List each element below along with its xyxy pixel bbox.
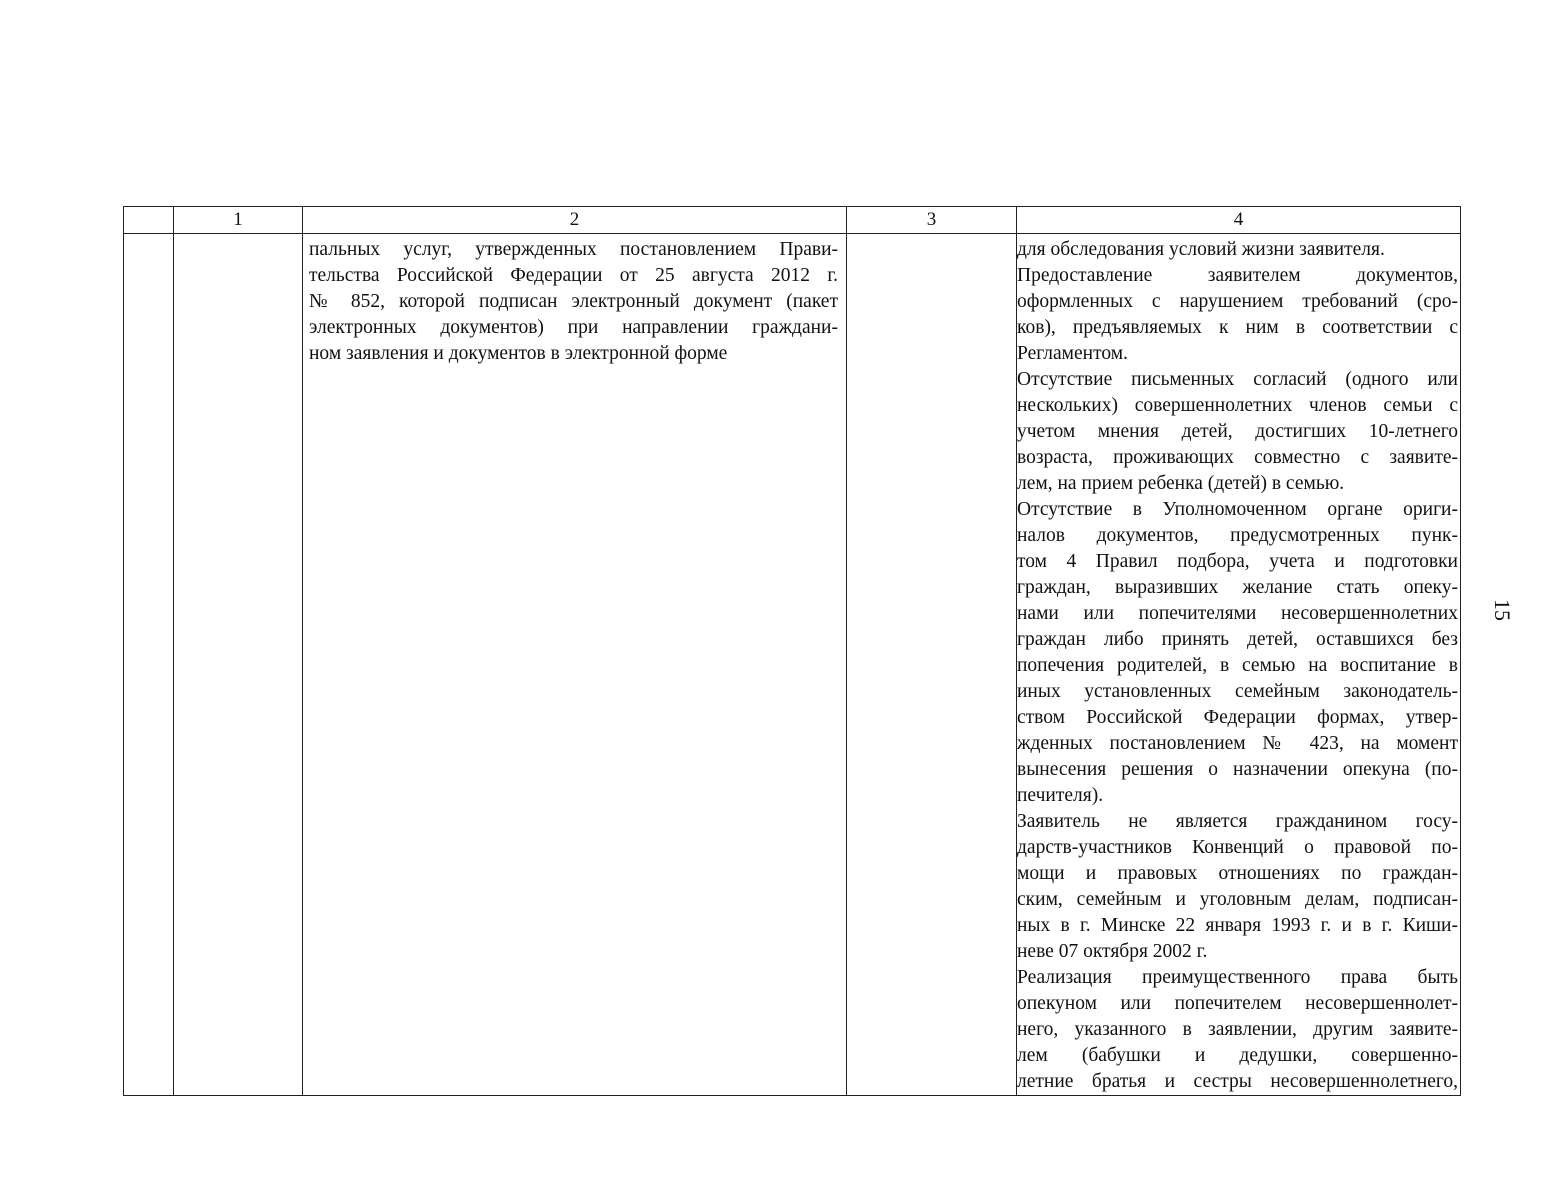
text-line: Реализация преимущественного права быть <box>1017 967 1458 988</box>
text-line: мощи и правовых отношениях по граждан- <box>1017 863 1458 884</box>
text-line: иных установленных семейным законодатель- <box>1017 681 1458 702</box>
text-line: ков), предъявляемых к ним в соответствии с <box>1017 317 1458 338</box>
text-line: лем (бабушки и дедушки, совершенно- <box>1017 1045 1458 1066</box>
text-line: № 852, которой подписан электронный документ (пакет <box>309 291 838 312</box>
page-number: 15 <box>1490 599 1515 621</box>
text-line: нескольких) совершеннолетних членов семьи с <box>1017 395 1458 416</box>
text-line: летние братья и сестры несовершеннолетнего, <box>1017 1071 1458 1092</box>
text-line: вынесения решения о назначении опекуна (по- <box>1017 759 1458 780</box>
text-line: граждан, выразивших желание стать опеку- <box>1017 577 1458 598</box>
text-line: ством Российской Федерации формах, утвер- <box>1017 707 1458 728</box>
header-cell-0 <box>124 207 174 234</box>
header-cell-4: 4 <box>1017 207 1461 234</box>
cell-col-2 <box>303 234 847 1096</box>
text-line: учетом мнения детей, достигших 10-летнего <box>1017 421 1458 442</box>
cell-col-1 <box>174 234 303 1096</box>
text-line: возраста, проживающих совместно с заявите- <box>1017 447 1458 468</box>
text-line: налов документов, предусмотренных пунк- <box>1017 525 1458 546</box>
text-line: граждан либо принять детей, оставшихся без <box>1017 629 1458 650</box>
header-row <box>124 207 1461 234</box>
text-line: дарств-участников Конвенций о правовой по- <box>1017 837 1458 858</box>
text-line: Заявитель не является гражданином госу- <box>1017 811 1458 832</box>
text-line: ном заявления и документов в электронной форме <box>309 343 728 364</box>
text-line: Предоставление заявителем документов, <box>1017 265 1458 286</box>
cell-col-0 <box>124 234 174 1096</box>
text-line: оформленных с нарушением требований (сро- <box>1017 291 1458 312</box>
text-line: пальных услуг, утвержденных постановлением Прави- <box>309 239 838 260</box>
header-cell-1: 1 <box>174 207 303 234</box>
col4-text <box>1017 234 1460 1095</box>
text-line: Регламентом. <box>1017 343 1128 364</box>
text-line: жденных постановлением № 423, на момент <box>1017 733 1458 754</box>
text-line: опекуном или попечителем несовершеннолет- <box>1017 993 1458 1014</box>
text-line: том 4 Правил подбора, учета и подготовки <box>1017 551 1458 572</box>
text-line: ных в г. Минске 22 января 1993 г. и в г. Киши- <box>1017 915 1458 936</box>
cell-col-4 <box>1017 234 1461 1096</box>
text-line: лем, на прием ребенка (детей) в семью. <box>1017 473 1345 494</box>
text-line: электронных документов) при направлении граждани- <box>309 317 838 338</box>
text-line: Отсутствие письменных согласий (одного или <box>1017 369 1458 390</box>
document-table <box>123 206 1461 1096</box>
text-line: Отсутствие в Уполномоченном органе ориги- <box>1017 499 1458 520</box>
cell-col-3 <box>847 234 1017 1096</box>
text-line: для обследования условий жизни заявителя. <box>1017 239 1385 260</box>
text-line: неве 07 октября 2002 г. <box>1017 941 1208 962</box>
table-row <box>124 234 1461 1096</box>
header-cell-3: 3 <box>847 207 1017 234</box>
col2-text <box>303 234 846 367</box>
text-line: попечения родителей, в семью на воспитание в <box>1017 655 1458 676</box>
text-line: печителя). <box>1017 785 1104 806</box>
text-line: него, указанного в заявлении, другим заявите- <box>1017 1019 1458 1040</box>
text-line: ским, семейным и уголовным делам, подписан- <box>1017 889 1458 910</box>
text-line: тельства Российской Федерации от 25 августа 2012 г. <box>309 265 838 286</box>
header-cell-2: 2 <box>303 207 847 234</box>
text-line: нами или попечителями несовершеннолетних <box>1017 603 1458 624</box>
